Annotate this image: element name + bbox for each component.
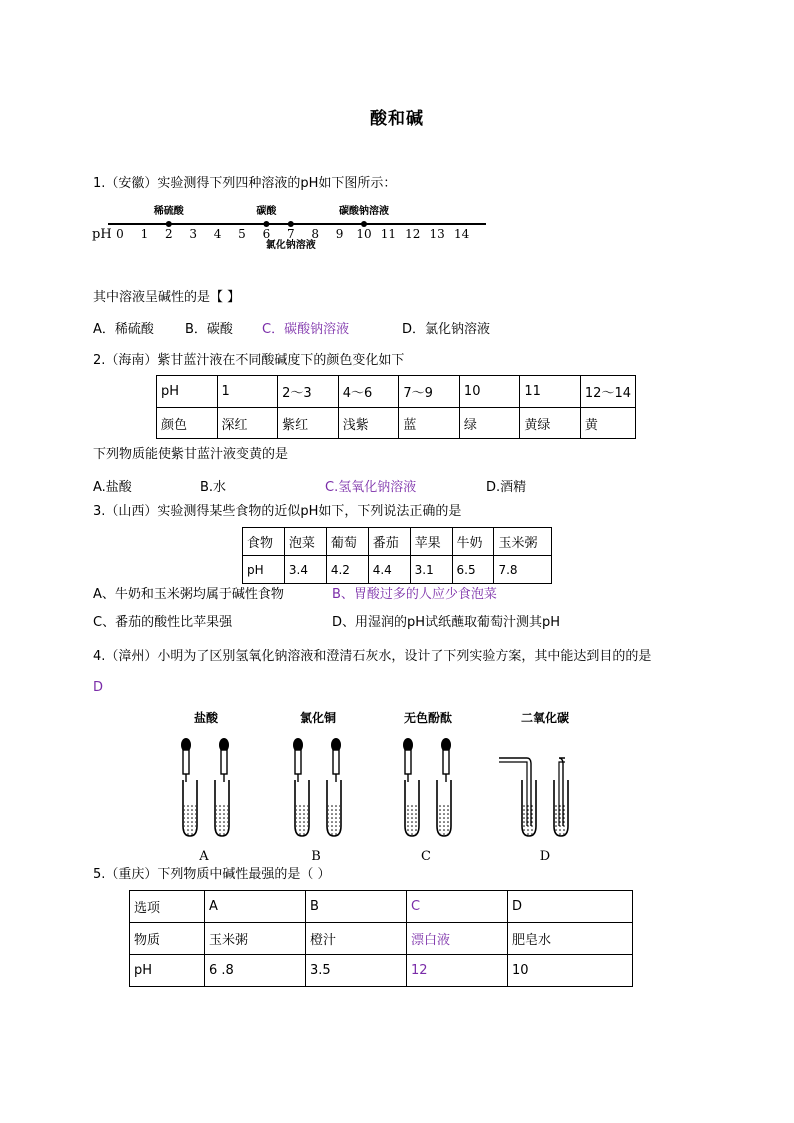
table-cell: 6 .8 (205, 955, 306, 987)
table-cell: 紫红 (278, 408, 339, 439)
page-title: 酸和碱 (370, 109, 424, 129)
q2-question: 下列物质能使紫甘蓝汁液变黄的是 (93, 447, 289, 462)
ph-tick-label: 8 (311, 227, 320, 241)
figure-letter: D (539, 849, 551, 864)
experiment-setup (181, 710, 229, 864)
dropper-tube (221, 750, 227, 774)
ph-marker-label: 碳酸 (256, 206, 277, 217)
table-cell: 1 (217, 376, 278, 408)
ph-tick-label: 3 (189, 227, 198, 241)
dropper-tube (333, 750, 339, 774)
q3-option-a: A、牛奶和玉米粥均属于碱性食物 (93, 587, 284, 602)
table-cell: A (205, 891, 306, 923)
ph-tick-label: 10 (356, 227, 372, 241)
table-cell: 泡菜 (284, 528, 326, 556)
table-cell: 漂白液 (407, 923, 508, 955)
q3-food-table (242, 527, 552, 584)
ph-tick-label: 4 (213, 227, 222, 241)
ph-scale-markers (153, 204, 389, 251)
ph-scale-prefix: pH (92, 227, 112, 242)
ph-tick-label: 14 (453, 227, 470, 241)
q1-option-d: D．氯化钠溶液 (402, 322, 491, 337)
table-cell: 黄绿 (520, 408, 581, 439)
table-cell: 玉米粥 (494, 528, 552, 556)
q1-stem: 1.（安徽）实验测得下列四种溶液的pH如下图所示： (93, 176, 397, 191)
figure-letter: C (421, 849, 431, 864)
table-cell: 3.1 (410, 556, 452, 584)
table-cell: 12 (407, 955, 508, 987)
experiment-setup (293, 710, 341, 864)
ph-tick-label: 7 (286, 227, 295, 241)
dropper-tube (295, 750, 301, 774)
q5-table (129, 890, 633, 987)
ph-tick-label: 1 (140, 227, 149, 241)
table-cell: 7～9 (399, 376, 460, 408)
reagent-label: 盐酸 (193, 711, 219, 725)
table-cell: 食物 (243, 528, 285, 556)
table-cell: 黄 (580, 408, 635, 439)
reagent-label: 二氧化碳 (520, 711, 570, 725)
ph-marker-dot (166, 221, 172, 227)
table-row (157, 408, 636, 439)
table-row (157, 376, 636, 408)
experiment-setup (403, 710, 452, 864)
ph-tick-label: 9 (335, 227, 344, 241)
tube-liquid (406, 804, 418, 835)
table-cell: 10 (459, 376, 519, 408)
q3-option-c: C、番茄的酸性比苹果强 (93, 615, 233, 630)
figure-letter: A (199, 849, 209, 864)
q4-answer: D (93, 680, 104, 695)
dropper-tube (443, 750, 449, 774)
q4-stem: 4.（漳州）小明为了区别氢氧化钠溶液和澄清石灰水，设计了下列实验方案，其中能达到目的的是 (93, 649, 652, 664)
q4-experiment-figure (150, 700, 610, 865)
tube-liquid (555, 804, 567, 835)
q1-option-c: C．碳酸钠溶液 (262, 322, 350, 337)
table-cell: D (508, 891, 633, 923)
ph-marker-dot (263, 221, 269, 227)
ph-tick-label: 0 (116, 227, 124, 241)
table-cell: 牛奶 (452, 528, 494, 556)
tube-liquid (216, 804, 228, 835)
table-cell: 物质 (130, 923, 205, 955)
q1-option-a: A．稀硫酸 (93, 322, 154, 337)
dropper-tube (405, 750, 411, 774)
tube-liquid (523, 804, 535, 835)
q1-option-b: B．碳酸 (185, 322, 233, 337)
experiment-setup (499, 710, 569, 864)
table-cell: 选项 (130, 891, 205, 923)
table-row (130, 891, 633, 923)
dropper-tube (183, 750, 189, 774)
ph-scale-ticks (116, 227, 469, 241)
table-cell: 7.8 (494, 556, 552, 584)
q3-stem: 3.（山西）实验测得某些食物的近似pH如下，下列说法正确的是 (93, 504, 462, 519)
table-cell: 葡萄 (326, 528, 368, 556)
table-row (243, 556, 552, 584)
figure-letter: B (311, 849, 321, 864)
table-cell: pH (157, 376, 218, 408)
table-cell: pH (130, 955, 205, 987)
tube-liquid (184, 804, 196, 835)
table-cell: pH (243, 556, 285, 584)
table-cell: 番茄 (368, 528, 410, 556)
q2-option-a: A.盐酸 (93, 480, 132, 495)
ph-marker-dot (361, 221, 367, 227)
table-cell: 苹果 (410, 528, 452, 556)
table-cell: 12～14 (580, 376, 635, 408)
q2-option-d: D.酒精 (486, 480, 527, 495)
q1-question: 其中溶液呈碱性的是【 】 (93, 290, 241, 305)
tube-liquid (328, 804, 340, 835)
table-row (243, 528, 552, 556)
table-cell: 4.4 (368, 556, 410, 584)
table-cell: 绿 (459, 408, 519, 439)
tube-liquid (438, 804, 450, 835)
ph-marker-dot (288, 221, 294, 227)
table-cell: 橙汁 (306, 923, 407, 955)
table-cell: 3.4 (284, 556, 326, 584)
ph-tick-label: 5 (238, 227, 246, 241)
table-cell: 10 (508, 955, 633, 987)
table-cell: 颜色 (157, 408, 218, 439)
table-cell: 6.5 (452, 556, 494, 584)
q5-stem: 5.（重庆）下列物质中碱性最强的是（ ） (93, 867, 331, 882)
table-cell: 2～3 (278, 376, 339, 408)
ph-tick-label: 12 (405, 227, 421, 241)
ph-scale-figure (90, 200, 490, 256)
ph-tick-label: 13 (429, 227, 445, 241)
table-cell: 4.2 (326, 556, 368, 584)
q2-option-c: C.氢氧化钠溶液 (325, 480, 417, 495)
table-cell: 玉米粥 (205, 923, 306, 955)
q3-option-d: D、用湿润的pH试纸蘸取葡萄汁测其pH (332, 615, 561, 630)
table-cell: 3.5 (306, 955, 407, 987)
tube-liquid (296, 804, 308, 835)
table-cell: 肥皂水 (508, 923, 633, 955)
reagent-label: 无色酚酞 (403, 711, 453, 725)
table-row (130, 955, 633, 987)
reagent-label: 氯化铜 (299, 711, 337, 725)
table-row (130, 923, 633, 955)
table-cell: 11 (520, 376, 581, 408)
ph-marker-label: 稀硫酸 (153, 206, 184, 217)
q2-stem: 2.（海南）紫甘蓝汁液在不同酸碱度下的颜色变化如下 (93, 353, 405, 368)
table-cell: 蓝 (399, 408, 460, 439)
ph-tick-label: 11 (380, 227, 397, 241)
ph-marker-label: 氯化钠溶液 (265, 240, 316, 251)
q2-color-table (156, 375, 636, 439)
table-cell: 4～6 (338, 376, 399, 408)
table-cell: 深红 (217, 408, 278, 439)
table-cell: C (407, 891, 508, 923)
table-cell: 浅紫 (338, 408, 399, 439)
ph-marker-label: 碳酸钠溶液 (339, 206, 389, 217)
q3-option-b: B、胃酸过多的人应少食泡菜 (332, 587, 497, 602)
ph-tick-label: 2 (164, 227, 173, 241)
q2-option-b: B.水 (200, 480, 227, 495)
ph-tick-label: 6 (262, 227, 271, 241)
table-cell: B (306, 891, 407, 923)
